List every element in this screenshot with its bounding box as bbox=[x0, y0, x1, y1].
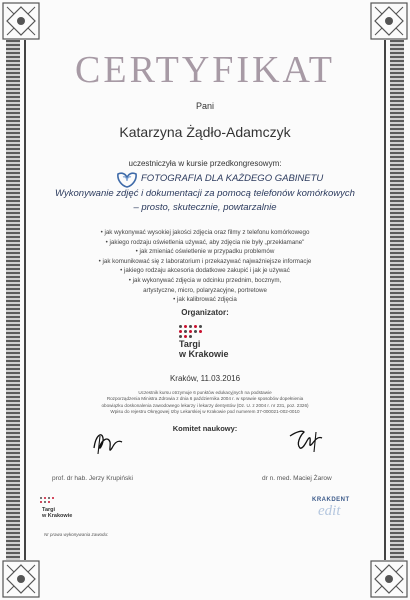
course-subtitle-1: Wykonywanie zdjęć i dokumentacji za pomocą telefonów komórkowych bbox=[55, 188, 355, 199]
organizer-label: Organizator: bbox=[181, 308, 229, 317]
legal-line: Wpisu do rejestru Okręgowej Izby Lekarskiej w Krakowie pod numerem 37-000021-002-0010 bbox=[110, 409, 300, 415]
ornament-border-left bbox=[6, 40, 20, 560]
list-item: • jak zmieniać oświetlenie w przypadku problemów bbox=[135, 248, 275, 256]
list-item: • jak wykonywać wysokiej jakości zdjęcia oraz filmy z telefonu komórkowego bbox=[100, 229, 310, 236]
committee-label: Komitet naukowy: bbox=[172, 424, 238, 433]
list-item: • jak komunikować się z laboratorium i przekazywać najważniejsze informacje bbox=[98, 257, 312, 265]
signer-right-name: dr n. med. Maciej Żarow bbox=[262, 475, 332, 482]
certificate-title: CERTYFIKAT bbox=[75, 49, 335, 91]
recipient-name: Katarzyna Żądło-Adamczyk bbox=[119, 124, 291, 140]
list-item: • jakiego rodzaju oświetlenia używać, aby zdjęcia nie były „przekłamane" bbox=[105, 238, 305, 246]
legal-line: Rozporządzenia Ministra Zdrowia z dnia 6 października 2004 r. w sprawie sposobów dopełnienia bbox=[106, 396, 304, 402]
organizer-logo-text: w Krakowie bbox=[179, 349, 229, 359]
signature-right-icon bbox=[286, 426, 326, 456]
corner-ornament-icon bbox=[370, 2, 408, 40]
course-topics-list bbox=[60, 228, 350, 305]
krakdent-logo bbox=[312, 497, 368, 527]
ornament-border-right bbox=[390, 40, 404, 560]
participation-text: uczestniczyła w kursie przedkongresowym: bbox=[128, 159, 282, 168]
corner-ornament-icon bbox=[2, 560, 40, 598]
footer-logo-text: w Krakowie bbox=[42, 513, 73, 519]
organizer-logo-text: Targi bbox=[179, 339, 201, 349]
krakdent-logo-text: KRAKDENT bbox=[312, 497, 350, 503]
place-date: Kraków, 11.03.2016 bbox=[169, 374, 241, 383]
list-item: artystyczne, micro, polaryzacyjne, portretowe bbox=[143, 286, 267, 294]
license-footnote: Nr prawa wykonywania zawodu: bbox=[44, 532, 109, 537]
dots-logo-icon bbox=[40, 497, 58, 507]
footer-organizer-logo bbox=[38, 497, 98, 527]
corner-ornament-icon bbox=[370, 560, 408, 598]
list-item: • jak wykonywać zdjęcia w odcinku przednim, bocznym, bbox=[128, 276, 282, 284]
organizer-logo bbox=[172, 325, 242, 367]
course-title: FOTOGRAFIA DLA KAŻDEGO GABINETU bbox=[141, 173, 324, 184]
course-subtitle-2: – prosto, skutecznie, powtarzalnie bbox=[133, 202, 277, 213]
krakdent-swash-icon: edit bbox=[318, 503, 341, 519]
footer-logo-text: Targi bbox=[42, 507, 56, 513]
course-logo-icon bbox=[116, 172, 138, 188]
dots-logo-icon bbox=[179, 325, 203, 339]
salutation: Pani bbox=[195, 101, 214, 111]
list-item: • jakiego rodzaju akcesoria dodatkowe zakupić i jak je używać bbox=[120, 267, 290, 275]
signer-left-name: prof. dr hab. Jerzy Krupiński bbox=[52, 475, 133, 482]
corner-ornament-icon bbox=[2, 2, 40, 40]
legal-line: Uczestnik kursu otrzymuje 6 punktów edukacyjnych na podstawie bbox=[138, 390, 272, 395]
list-item: • jak kalibrować zdjęcia bbox=[173, 296, 237, 304]
legal-notice bbox=[70, 390, 340, 416]
signature-left-icon bbox=[88, 428, 128, 458]
legal-line: obowiązku doskonalenia zawodowego lekarzy i lekarzy dentystów (Dz. U. z 2004 r. nr 231, poz. 2326) bbox=[101, 402, 309, 408]
